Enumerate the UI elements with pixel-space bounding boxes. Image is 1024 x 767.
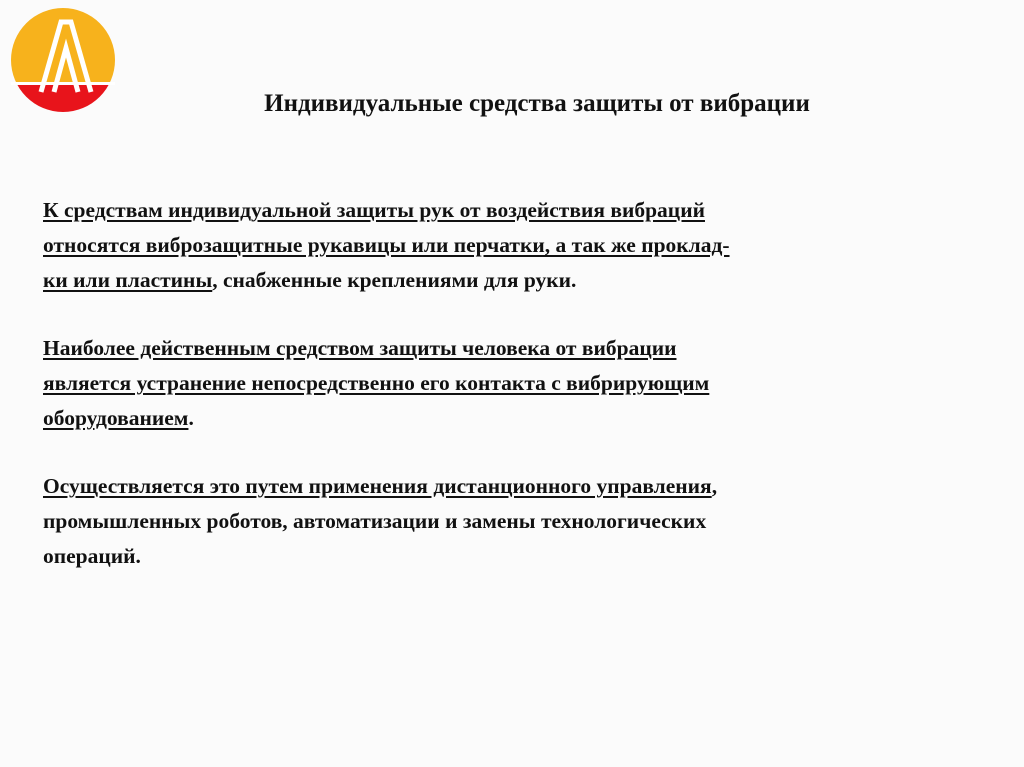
text-line [43, 469, 717, 504]
text-segment: ки или пластины [43, 268, 213, 292]
text-line [43, 263, 730, 298]
text-segment: оборудованием [43, 406, 189, 430]
text-line [43, 401, 709, 436]
paragraph-hand-protection [43, 193, 730, 298]
text-segment: Наиболее действенным средством защиты человека от вибрации [43, 336, 677, 360]
text-line [43, 228, 730, 263]
text-segment: , [711, 474, 718, 498]
text-segment: промышленных роботов, автоматизации и замены технологических [43, 509, 707, 533]
text-segment: , снабженные креплениями для руки. [212, 268, 577, 292]
text-segment: является устранение непосредственно его контакта с вибрирующим [43, 371, 710, 395]
text-line [43, 539, 717, 574]
paragraph-remote-control [43, 469, 717, 574]
paragraph-eliminate-contact [43, 331, 709, 436]
text-line [43, 366, 709, 401]
text-segment: . [188, 406, 194, 430]
text-segment: операций. [43, 544, 141, 568]
slide-title: Индивидуальные средства защиты от вибрации [264, 90, 810, 117]
text-line [43, 331, 709, 366]
text-segment: Осуществляется это путем применения дистанционного управления [43, 474, 712, 498]
text-line [43, 504, 717, 539]
text-segment: относятся виброзащитные рукавицы или перчатки, а так же проклад- [43, 233, 730, 257]
text-line [43, 193, 730, 228]
text-segment: К средствам индивидуальной защиты рук от воздействия вибраций [43, 198, 705, 222]
